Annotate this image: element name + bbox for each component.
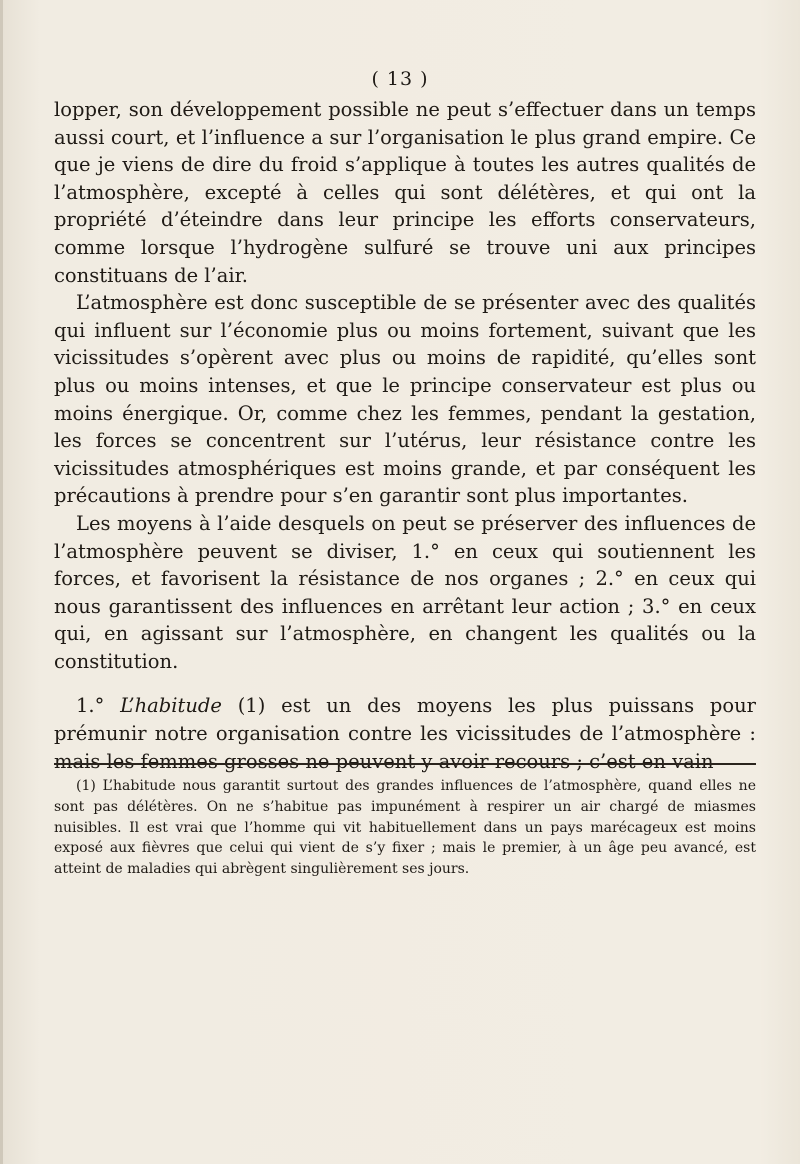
paragraph-2: L’atmosphère est donc susceptible de se présenter avec des qualités qui influent sur l’économie plus ou moins fortement, suivant que les vicissitudes s’opèrent avec plus ou moins de rapidité, qu’elles sont plus ou moins intenses, et que le principe conservateur est plus ou moins énergique. Or, comme chez les femmes, pendant la gestation, les forces se concentrent sur l’utérus, leur résistance contre les vicissitudes atmosphériques est moins grande, et par conséquent les précautions à prendre pour s’en garantir sont plus importantes. bbox=[54, 291, 756, 508]
main-text bbox=[54, 96, 756, 775]
footnote-1: (1) L’habitude nous garantit surtout des grandes influences de l’atmosphère, quand elles ne sont pas délétères. On ne s’habitue pas impunément à respirer un air chargé de miasmes nuisibles. Il est vrai que l’homme qui vit habituellement dans un pays marécageux est moins exposé aux fièvres que celui qui vient de s’y fixer ; mais le premier, à un âge peu avancé, est atteint de maladies qui abrègent singulièrement ses jours. bbox=[54, 778, 756, 878]
italic-term: L’habitude bbox=[120, 694, 222, 718]
footnote-rule bbox=[54, 763, 756, 765]
paragraph-4-number: 1.° bbox=[76, 694, 121, 718]
paragraph-1: lopper, son développement possible ne peut s’effectuer dans un temps aussi court, et l’influence a sur l’organisation le plus grand empire. Ce que je viens de dire du froid s’applique à toutes les autres qualités de l’atmosphère, excepté à celles qui sont délétères, et qui ont la propriété d’éteindre dans leur principe les efforts conservateurs, comme lorsque l’hydrogène sulfuré se trouve uni aux principes constituans de l’air. bbox=[54, 98, 756, 287]
paragraph-3: Les moyens à l’aide desquels on peut se préserver des influences de l’atmosphère peuvent se diviser, 1.° en ceux qui soutiennent les forces, et favorisent la résistance de nos organes ; 2.° en ceux qui nous garantissent des influences en arrêtant leur action ; 3.° en ceux qui, en agissant sur l’atmosphère, en changent les qualités ou la constitution. bbox=[54, 511, 756, 673]
page-number: ( 13 ) bbox=[371, 68, 429, 90]
paragraph-4-text: (1) est un des moyens les plus puissans pour prémunir notre organisation contre les vicissitudes de l’atmosphère : mais les femmes grosses ne peuvent y avoir recours ; c’est en vain bbox=[54, 694, 756, 773]
page-binding-edge bbox=[0, 0, 3, 1164]
footnote-area bbox=[54, 776, 756, 880]
